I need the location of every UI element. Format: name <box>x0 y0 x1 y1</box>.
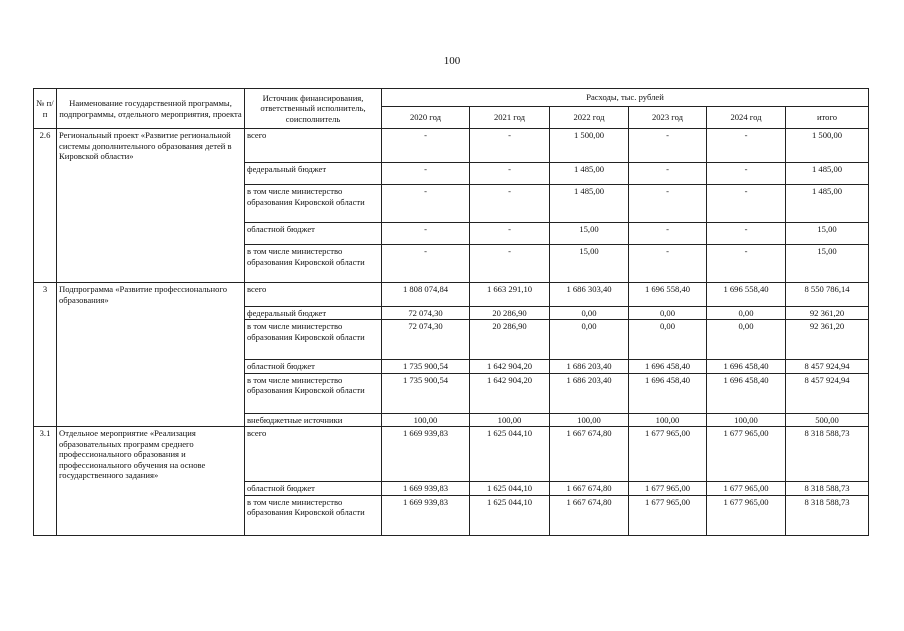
section-number-cell <box>34 495 57 535</box>
value-year: 1 667 674,80 <box>550 427 629 482</box>
header-year: 2022 год <box>550 107 629 129</box>
table-row <box>34 283 869 307</box>
value-total: 92 361,20 <box>786 320 869 360</box>
value-year: 1 485,00 <box>550 163 629 185</box>
value-year: 1 686 303,40 <box>550 283 629 307</box>
value-total: 8 550 786,14 <box>786 283 869 307</box>
value-year: 0,00 <box>550 320 629 360</box>
value-year: - <box>629 245 707 283</box>
section-number-cell <box>34 185 57 223</box>
table-row <box>34 129 869 163</box>
header-year: 2021 год <box>470 107 550 129</box>
value-total: 8 457 924,94 <box>786 360 869 374</box>
value-year: 15,00 <box>550 223 629 245</box>
value-year: 1 669 939,83 <box>382 495 470 535</box>
header-year: 2020 год <box>382 107 470 129</box>
funding-source: в том числе министерство образования Кировской области <box>245 320 382 360</box>
header-year: 2024 год <box>707 107 786 129</box>
funding-source: в том числе министерство образования Кировской области <box>245 245 382 283</box>
value-year: 20 286,90 <box>470 306 550 320</box>
table-row <box>34 185 869 223</box>
value-year: - <box>707 163 786 185</box>
value-total: 15,00 <box>786 223 869 245</box>
value-year: - <box>629 185 707 223</box>
value-total: 1 485,00 <box>786 185 869 223</box>
value-year: - <box>382 129 470 163</box>
value-year: 72 074,30 <box>382 320 470 360</box>
value-total: 1 500,00 <box>786 129 869 163</box>
funding-source: в том числе министерство образования Кировской области <box>245 373 382 413</box>
page-number: 100 <box>443 55 461 67</box>
value-year: 1 677 965,00 <box>629 482 707 496</box>
funding-source: всего <box>245 427 382 482</box>
value-year: 1 735 900,54 <box>382 360 470 374</box>
value-year: 1 686 203,40 <box>550 360 629 374</box>
table-header <box>34 89 869 129</box>
funding-source: в том числе министерство образования Кировской области <box>245 495 382 535</box>
value-year: 1 677 965,00 <box>629 495 707 535</box>
value-year: - <box>382 223 470 245</box>
value-year: - <box>382 163 470 185</box>
section-number: 2.6 <box>34 129 57 163</box>
section-number-cell <box>34 223 57 245</box>
table-row <box>34 495 869 535</box>
value-year: 1 677 965,00 <box>707 427 786 482</box>
value-year: 1 696 458,40 <box>707 360 786 374</box>
section-name-cell <box>57 185 245 223</box>
funding-source: всего <box>245 129 382 163</box>
table-row <box>34 306 869 320</box>
table-row <box>34 360 869 374</box>
header-year: 2023 год <box>629 107 707 129</box>
value-year: 0,00 <box>707 320 786 360</box>
value-year: - <box>382 245 470 283</box>
section-name-cell <box>57 306 245 320</box>
section-name: Региональный проект «Развитие региональной системы дополнительного образования детей в Кировской области» <box>57 129 245 163</box>
value-year: - <box>470 185 550 223</box>
value-total: 92 361,20 <box>786 306 869 320</box>
header-total: итого <box>786 107 869 129</box>
section-number-cell <box>34 320 57 360</box>
value-total: 8 318 588,73 <box>786 495 869 535</box>
section-name-cell <box>57 482 245 496</box>
table-row <box>34 245 869 283</box>
section-name-cell <box>57 223 245 245</box>
value-total: 8 318 588,73 <box>786 427 869 482</box>
funding-source: федеральный бюджет <box>245 306 382 320</box>
value-total: 8 457 924,94 <box>786 373 869 413</box>
value-year: - <box>382 185 470 223</box>
value-year: 1 625 044,10 <box>470 482 550 496</box>
section-name: Отдельное мероприятие «Реализация образовательных программ среднего профессионального образования и профессионального обучения на основе государственного задания» <box>57 427 245 482</box>
value-total: 8 318 588,73 <box>786 482 869 496</box>
value-year: 1 667 674,80 <box>550 495 629 535</box>
value-total: 500,00 <box>786 413 869 427</box>
value-year: 20 286,90 <box>470 320 550 360</box>
value-year: - <box>629 129 707 163</box>
value-year: 1 642 904,20 <box>470 373 550 413</box>
value-year: 1 696 558,40 <box>707 283 786 307</box>
value-year: 1 677 965,00 <box>629 427 707 482</box>
value-year: 1 696 558,40 <box>629 283 707 307</box>
value-year: 100,00 <box>629 413 707 427</box>
section-number-cell <box>34 360 57 374</box>
table-body <box>34 129 869 536</box>
value-year: - <box>470 245 550 283</box>
section-name-cell <box>57 360 245 374</box>
section-number: 3.1 <box>34 427 57 482</box>
value-year: 0,00 <box>629 320 707 360</box>
section-name-cell <box>57 495 245 535</box>
section-number-cell <box>34 373 57 413</box>
section-name-cell <box>57 245 245 283</box>
table-row <box>34 163 869 185</box>
section-name: Подпрограмма «Развитие профессионального образования» <box>57 283 245 307</box>
funding-source: областной бюджет <box>245 482 382 496</box>
value-year: 1 808 074,84 <box>382 283 470 307</box>
value-year: 100,00 <box>707 413 786 427</box>
table-row <box>34 482 869 496</box>
section-number-cell <box>34 245 57 283</box>
value-year: 100,00 <box>550 413 629 427</box>
section-name-cell <box>57 320 245 360</box>
value-year: - <box>707 245 786 283</box>
value-year: - <box>470 129 550 163</box>
value-year: 1 677 965,00 <box>707 482 786 496</box>
value-year: 1 667 674,80 <box>550 482 629 496</box>
section-name-cell <box>57 413 245 427</box>
value-total: 1 485,00 <box>786 163 869 185</box>
value-year: - <box>470 223 550 245</box>
value-year: 1 669 939,83 <box>382 427 470 482</box>
value-year: - <box>707 223 786 245</box>
funding-source: всего <box>245 283 382 307</box>
value-year: - <box>629 163 707 185</box>
section-name-cell <box>57 163 245 185</box>
table-row <box>34 413 869 427</box>
table-row <box>34 223 869 245</box>
value-year: 100,00 <box>470 413 550 427</box>
value-year: 1 485,00 <box>550 185 629 223</box>
header-expenses: Расходы, тыс. рублей <box>382 89 869 107</box>
section-number-cell <box>34 482 57 496</box>
value-year: 15,00 <box>550 245 629 283</box>
funding-source: областной бюджет <box>245 223 382 245</box>
value-year: 0,00 <box>629 306 707 320</box>
section-name-cell <box>57 373 245 413</box>
value-year: 1 696 458,40 <box>629 360 707 374</box>
funding-source: областной бюджет <box>245 360 382 374</box>
value-year: 1 500,00 <box>550 129 629 163</box>
section-number-cell <box>34 413 57 427</box>
value-year: 1 686 203,40 <box>550 373 629 413</box>
value-year: 1 677 965,00 <box>707 495 786 535</box>
value-year: - <box>629 223 707 245</box>
value-year: 1 735 900,54 <box>382 373 470 413</box>
value-year: - <box>707 129 786 163</box>
value-year: 1 696 458,40 <box>629 373 707 413</box>
value-year: 1 625 044,10 <box>470 495 550 535</box>
section-number-cell <box>34 163 57 185</box>
table-row <box>34 320 869 360</box>
value-year: 1 625 044,10 <box>470 427 550 482</box>
value-year: 72 074,30 <box>382 306 470 320</box>
value-year: 1 669 939,83 <box>382 482 470 496</box>
value-total: 15,00 <box>786 245 869 283</box>
value-year: - <box>707 185 786 223</box>
section-number: 3 <box>34 283 57 307</box>
value-year: 1 696 458,40 <box>707 373 786 413</box>
value-year: 1 663 291,10 <box>470 283 550 307</box>
table-row <box>34 373 869 413</box>
value-year: - <box>470 163 550 185</box>
header-num: № п/п <box>34 89 57 129</box>
table-row <box>34 427 869 482</box>
header-name: Наименование государственной программы, подпрограммы, отдельного мероприятия, проекта <box>57 89 245 129</box>
header-source: Источник финансирования, ответственный исполнитель, соисполнитель <box>245 89 382 129</box>
funding-source: федеральный бюджет <box>245 163 382 185</box>
section-number-cell <box>34 306 57 320</box>
value-year: 1 642 904,20 <box>470 360 550 374</box>
funding-source: внебюджетные источники <box>245 413 382 427</box>
funding-source: в том числе министерство образования Кировской области <box>245 185 382 223</box>
value-year: 0,00 <box>550 306 629 320</box>
value-year: 0,00 <box>707 306 786 320</box>
budget-table <box>33 88 869 536</box>
value-year: 100,00 <box>382 413 470 427</box>
